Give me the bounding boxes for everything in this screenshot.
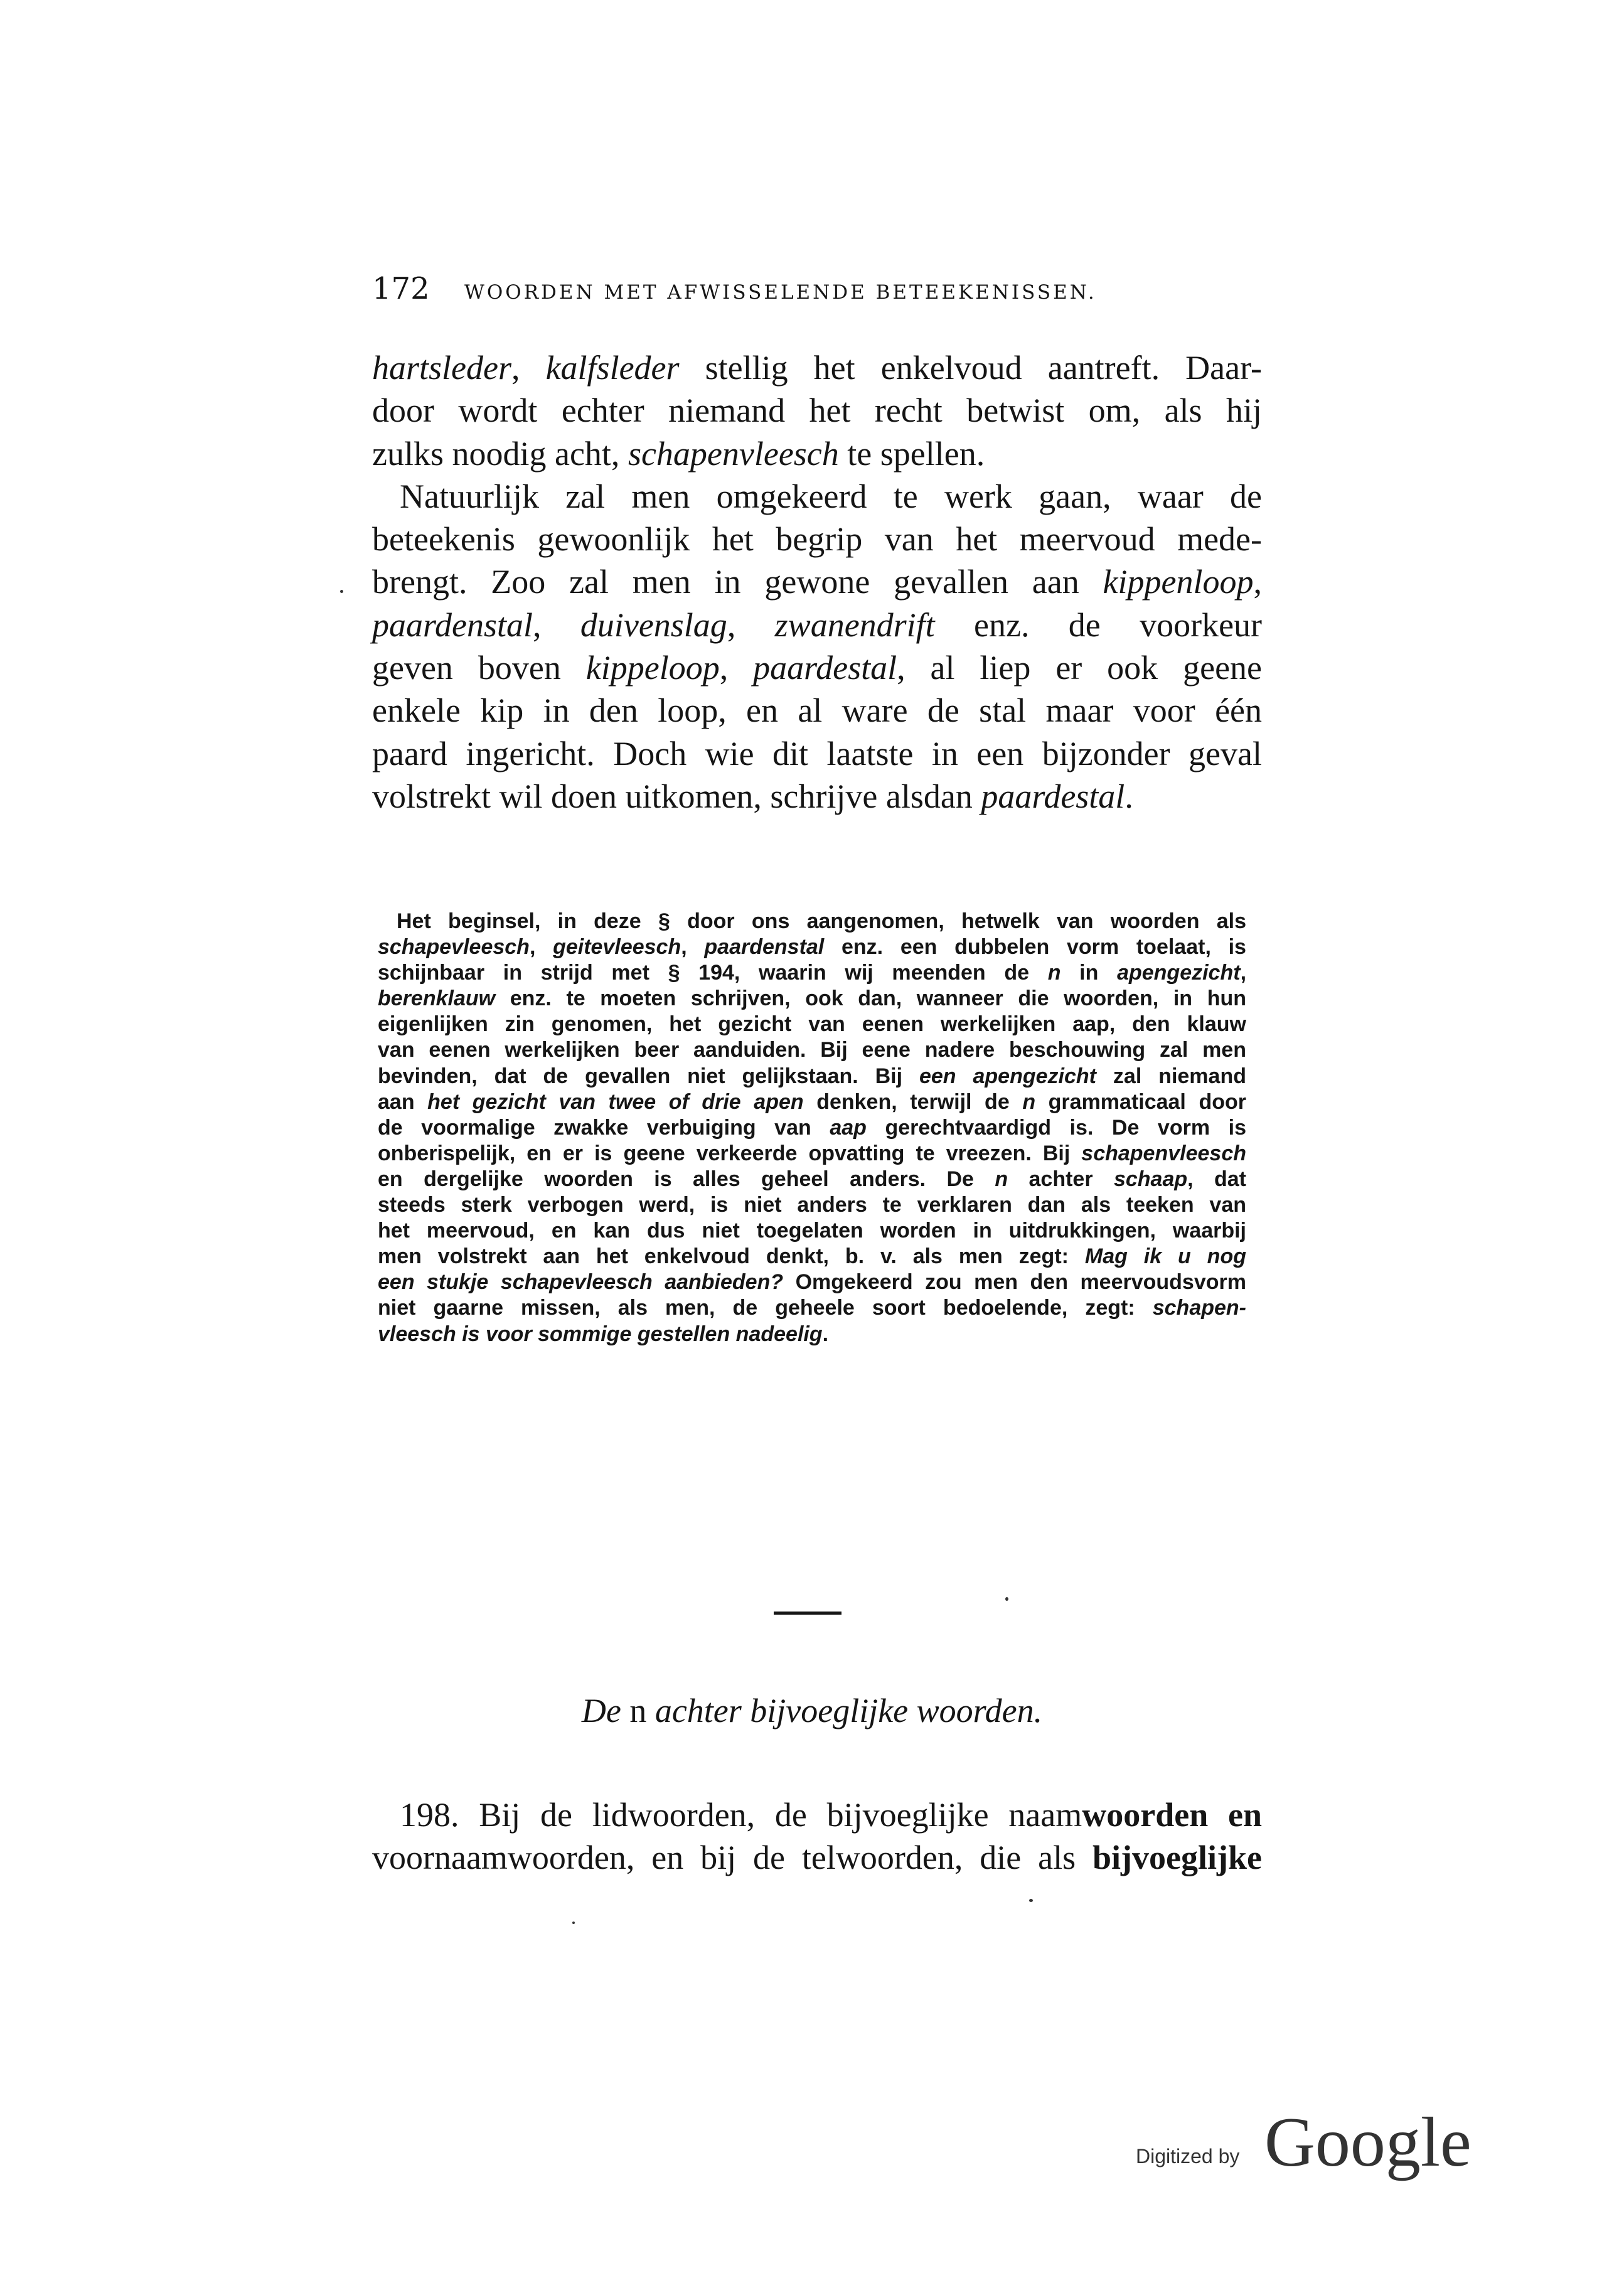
scan-speck — [340, 590, 343, 593]
text-line: brengt. Zoo zal men in gewone gevallen aan kippenloop, — [372, 563, 1262, 601]
text-line: beteekenis gewoonlijk het begrip van het meervoud mede- — [372, 520, 1262, 559]
note-line: steeds sterk verbogen werd, is niet anders te verklaren dan als teeken van — [378, 1193, 1246, 1217]
text-line: door wordt echter niemand het recht betwist om, als hij — [372, 392, 1262, 430]
text-line: zulks noodig acht, schapenvleesch te spellen. — [372, 434, 985, 473]
note-line: vleesch is voor sommige gestellen nadeelig. — [378, 1322, 829, 1346]
note-line: een stukje schapevleesch aanbieden? Omgekeerd zou men den meervoudsvorm — [378, 1270, 1246, 1295]
text-line: Natuurlijk zal men omgekeerd te werk gaan, waar de — [400, 477, 1262, 515]
note-line: schijnbaar in strijd met § 194, waarin wij meenden de n in apengezicht, — [378, 961, 1247, 985]
page-number: 172 — [372, 271, 430, 306]
note-line: van eenen werkelijken beer aanduiden. Bij eene nadere beschouwing zal men — [378, 1038, 1246, 1062]
main-text — [372, 346, 1262, 818]
digitized-by-google-watermark — [1136, 2102, 1472, 2181]
footnote-block — [378, 909, 1246, 1347]
text-line: 198. Bij de lidwoorden, de bijvoeglijke naamwoorden en — [400, 1796, 1262, 1834]
text-line: voornaamwoorden, en bij de telwoorden, die als bijvoeglijke — [372, 1839, 1262, 1876]
digitized-by-label: Digitized by — [1136, 2145, 1240, 2168]
text-line: geven boven kippeloop, paardestal, al liep er ook geene — [372, 649, 1263, 687]
running-title: WOORDEN MET AFWISSELENDE BETEEKENISSEN. — [464, 281, 1097, 304]
note-line: en dergelijke woorden is alles geheel anders. De n achter schaap, dat — [378, 1167, 1246, 1191]
note-line: men volstrekt aan het enkelvoud denkt, b. v. als men zegt: Mag ik u nog — [378, 1244, 1246, 1269]
paragraph-198 — [372, 1794, 1262, 1879]
scan-speck — [1029, 1899, 1033, 1902]
scan-speck — [1005, 1597, 1008, 1601]
note-line: onberispelijk, en er is geene verkeerde opvatting te vreezen. Bij schapenvleesch — [378, 1141, 1246, 1165]
scan-speck — [572, 1922, 575, 1924]
section-heading: De n achter bijvoeglijke woorden. — [581, 1692, 1043, 1729]
note-line: niet gaarne missen, als men, de geheele soort bedoelende, zegt: schapen- — [378, 1296, 1246, 1320]
page-header — [372, 271, 1262, 315]
note-line: aan het gezicht van twee of drie apen denken, terwijl de n grammaticaal door — [378, 1089, 1246, 1114]
note-line: het meervoud, en kan dus niet toegelaten worden in uitdrukkingen, waarbij — [378, 1219, 1246, 1243]
note-line: eigenlijken zin genomen, het gezicht van eenen werkelijken aap, den klauw — [378, 1012, 1246, 1037]
text-line: enkele kip in den loop, en al ware de stal maar voor één — [372, 692, 1262, 730]
note-line: Het beginsel, in deze § door ons aangenomen, hetwelk van woorden als — [397, 909, 1246, 933]
text-line: paardenstal, duivenslag, zwanendrift enz. de voorkeur — [372, 606, 1263, 644]
note-line: schapevleesch, geitevleesch, paardenstal enz. een dubbelen vorm toelaat, is — [378, 935, 1246, 960]
google-logo: Google — [1264, 2104, 1472, 2181]
note-line: berenklauw enz. te moeten schrijven, ook dan, wanneer die woorden, in hun — [378, 986, 1246, 1011]
section-divider — [774, 1612, 841, 1615]
text-line: paard ingericht. Doch wie dit laatste in een bijzonder geval — [372, 734, 1262, 772]
note-line: de voormalige zwakke verbuiging van aap gerechtvaardigd is. De vorm is — [378, 1115, 1246, 1140]
text-line: volstrekt wil doen uitkomen, schrijve alsdan paardestal. — [372, 777, 1133, 815]
note-line: bevinden, dat de gevallen niet gelijkstaan. Bij een apengezicht zal niemand — [378, 1064, 1246, 1088]
text-line: hartsleder, kalfsleder stellig het enkelvoud aantreft. Daar- — [372, 349, 1263, 387]
